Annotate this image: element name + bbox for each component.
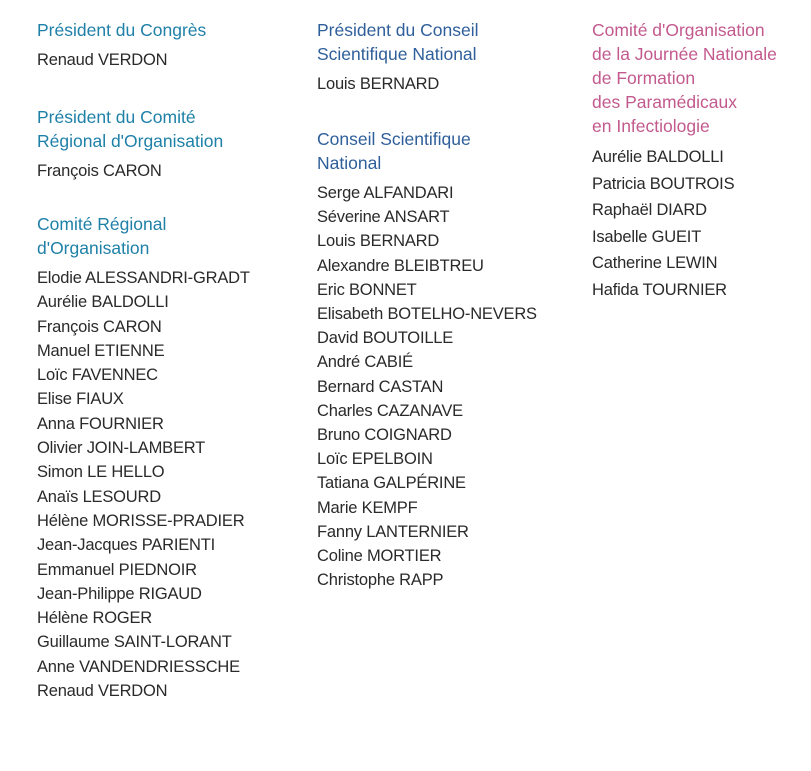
heading-line: Comité d'Organisation [592, 20, 765, 40]
list-item: Alexandre BLEIBTREU [317, 256, 484, 275]
list-item: Hélène MORISSE-PRADIER [37, 511, 245, 530]
section-congress-president [37, 18, 206, 72]
list-item: Raphaël DIARD [592, 201, 707, 219]
list-item: Anaïs LESOURD [37, 487, 161, 506]
section-heading [317, 127, 537, 175]
list-item: Patricia BOUTROIS [592, 174, 735, 193]
list-item: Bernard CASTAN [317, 377, 444, 396]
list-item: Louis BERNARD [317, 232, 440, 251]
section-regional-committee-president [37, 105, 223, 183]
list-item: Loïc EPELBOIN [317, 450, 433, 469]
list-item: Jean-Jacques PARIENTI [37, 536, 215, 555]
heading-line: Conseil Scientifique [317, 129, 471, 149]
list-item: Aurélie BALDOLLI [37, 293, 169, 312]
name-list [37, 266, 250, 703]
heading-line: en Infectiologie [592, 116, 710, 136]
heading-line: des Paramédicaux [592, 92, 737, 112]
heading-line: Président du Conseil [317, 20, 479, 40]
list-item: Anna FOURNIER [37, 414, 164, 433]
list-item: Marie KEMPF [317, 498, 418, 517]
list-item: Isabelle GUEIT [592, 227, 702, 246]
list-item: Tatiana GALPÉRINE [317, 474, 466, 493]
heading-line: Président du Comité [37, 107, 196, 127]
heading-line: d'Organisation [37, 238, 150, 258]
section-heading [37, 212, 250, 260]
list-item: Louis BERNARD [317, 75, 440, 93]
list-item: Elodie ALESSANDRI-GRADT [37, 269, 250, 287]
list-item: Manuel ETIENNE [37, 341, 165, 360]
list-item: Elisabeth BOTELHO-NEVERS [317, 305, 537, 324]
heading-line: Régional d'Organisation [37, 131, 224, 151]
name-list [592, 144, 777, 303]
heading-line: Président du Congrès [37, 20, 207, 40]
list-item: Bruno COIGNARD [317, 426, 452, 445]
heading-line: de la Journée Nationale [592, 44, 777, 64]
heading-line: Comité Régional [37, 214, 167, 234]
list-item: François CARON [37, 317, 162, 336]
name-list [317, 181, 537, 592]
list-item: Olivier JOIN-LAMBERT [37, 439, 206, 458]
list-item: Renaud VERDON [37, 682, 168, 701]
list-item: Simon LE HELLO [37, 463, 165, 482]
section-paramedical-committee [592, 18, 777, 303]
list-item: Coline MORTIER [317, 547, 442, 566]
section-heading [317, 18, 478, 66]
list-item: Loïc FAVENNEC [37, 366, 158, 385]
list-item: Catherine LEWIN [592, 254, 718, 272]
list-item: Eric BONNET [317, 280, 417, 299]
heading-line: National [317, 153, 382, 173]
list-item: André CABIÉ [317, 353, 413, 372]
list-item: François CARON [37, 162, 162, 180]
heading-line: de Formation [592, 68, 696, 88]
list-item: Fanny LANTERNIER [317, 522, 469, 541]
name-list [37, 48, 206, 72]
list-item: Christophe RAPP [317, 571, 444, 590]
list-item: Hélène ROGER [37, 609, 152, 628]
list-item: Emmanuel PIEDNOIR [37, 560, 197, 579]
list-item: Elise FIAUX [37, 390, 124, 409]
section-heading [37, 18, 206, 42]
name-list [317, 72, 478, 96]
list-item: Charles CAZANAVE [317, 401, 463, 420]
section-heading [37, 105, 223, 153]
heading-line: Scientifique National [317, 44, 477, 64]
section-scientific-council [317, 127, 537, 592]
name-list [37, 159, 223, 183]
list-item: Jean-Philippe RIGAUD [37, 584, 202, 603]
list-item: Hafida TOURNIER [592, 280, 727, 299]
list-item: Renaud VERDON [37, 51, 168, 69]
list-item: Serge ALFANDARI [317, 184, 454, 202]
list-item: Séverine ANSART [317, 208, 450, 227]
list-item: David BOUTOILLE [317, 329, 454, 348]
section-heading [592, 18, 777, 138]
list-item: Aurélie BALDOLLI [592, 148, 724, 166]
section-regional-committee [37, 212, 250, 703]
list-item: Guillaume SAINT-LORANT [37, 633, 232, 652]
list-item: Anne VANDENDRIESSCHE [37, 657, 240, 676]
section-scientific-council-president [317, 18, 478, 96]
